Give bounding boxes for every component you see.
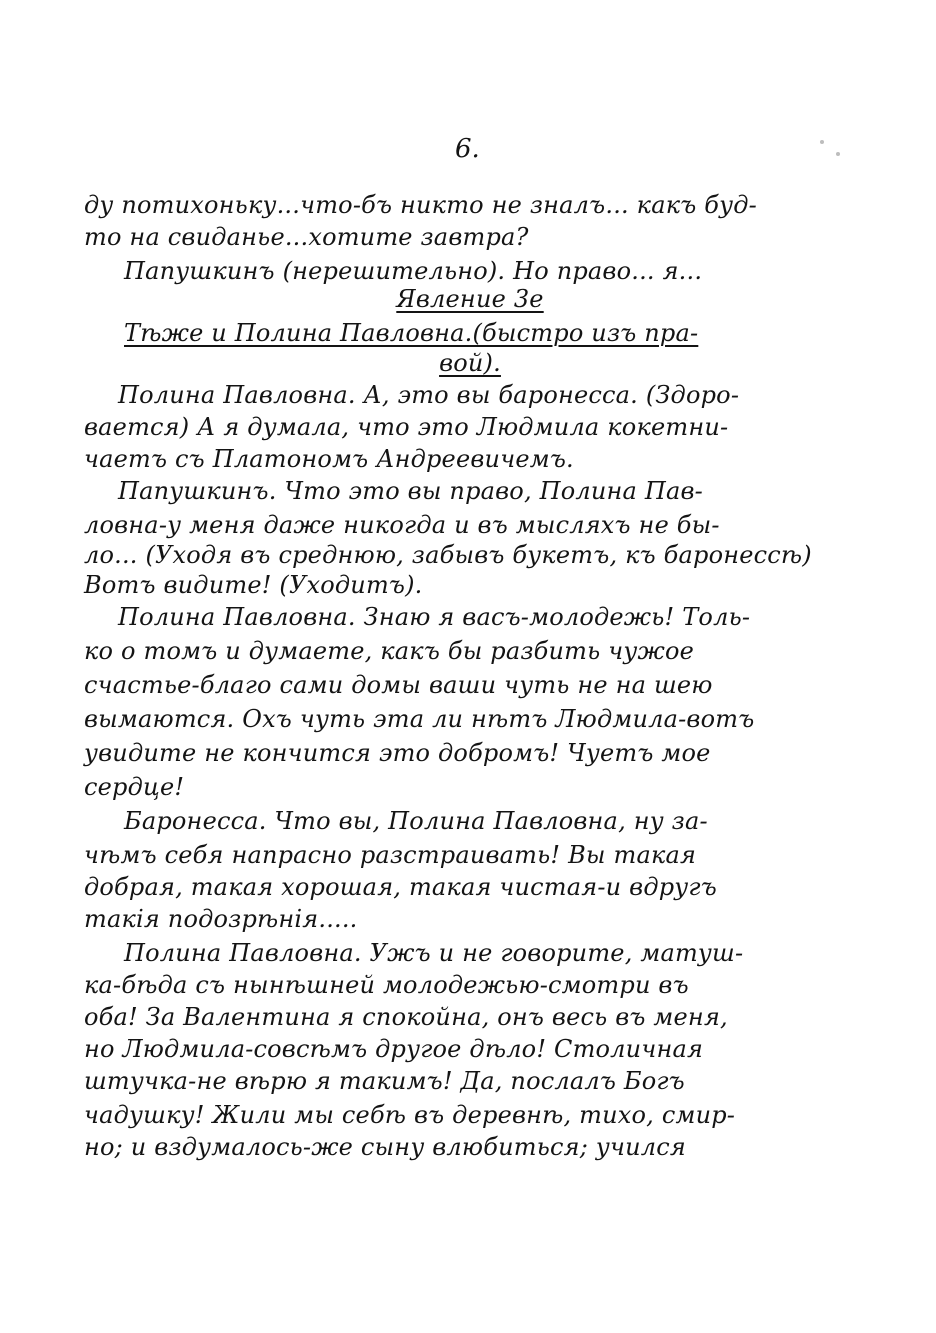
page-number: 6. [455,134,480,164]
speech-line: Полина Павловна. А, это вы баронесса. (Здоро- [118,381,740,409]
text-line: то на свиданьe...хотите завтра? [84,223,529,251]
speech-line: но; и вздумалось-же сыну влюбиться; учился [84,1133,686,1161]
paper-speck [836,152,840,156]
speech-line: штучка-не вѣрю я такимъ! Да, послалъ Богъ [84,1067,685,1095]
speech-line: вается) А я думала, что это Людмила кокетни- [84,413,729,441]
speech-line: увидите не кончится это добромъ! Чуетъ мое [84,739,711,767]
speech-line: вымаются. Охъ чуть эта ли нѣтъ Людмила-вотъ [84,705,755,733]
speech-line: чѣмъ себя напрасно разстраивать! Вы такая [84,841,697,869]
speech-line: оба! За Валентина я спокойна, онъ весь въ меня, [84,1003,728,1031]
stage-direction-line: Тѣже и Полина Павловна.(быстро изъ пра- [124,319,699,347]
speech-line: чаетъ съ Платономъ Андреевичемъ. [84,445,574,473]
speech-line: Полина Павловна. Знаю я васъ-молодежь! Толь- [118,603,751,631]
speech-line: ко о томъ и думаете, какъ бы разбить чужое [84,637,694,665]
speech-line: но Людмила-совсѣмъ другое дѣло! Столичная [84,1035,704,1063]
stage-direction-line: вой). [439,349,501,377]
speech-line: Баронесса. Что вы, Полина Павловна, ну за- [124,807,708,835]
speech-line: добрая, такая хорошая, такая чистая-и вдругъ [84,873,717,901]
speech-line: ловна-у меня даже никогда и въ мысляхъ не бы- [84,511,720,539]
speech-line: ло... (Уходя въ среднюю, забывъ букетъ, къ баронессѣ) [84,541,812,569]
speech-line: счастье-благо сами домы ваши чуть не на шею [84,671,713,699]
text-line: ду потихоньку...что-бъ никто не зналъ... какъ буд- [84,191,757,219]
speech-line: Вотъ видите! (Уходитъ). [84,571,423,599]
speech-line: ка-бѣда съ нынѣшней молодежью-смотри въ [84,971,689,999]
speech-line: чадушку! Жили мы себѣ въ деревнѣ, тихо, смир- [84,1101,736,1129]
paper-speck [820,140,824,144]
speech-line: сердце! [84,773,185,801]
speech-line: Полина Павловна. Ужъ и не говорите, матуш- [124,939,744,967]
speech-line: Папушкинъ. Что это вы право, Полина Пав- [118,477,703,505]
speech-line: такія подозрѣнія..... [84,905,358,933]
stage-direction-line: Папушкинъ (нерешительно). Но право... я... [124,257,703,285]
scene-heading: Явление 3е [396,285,544,313]
